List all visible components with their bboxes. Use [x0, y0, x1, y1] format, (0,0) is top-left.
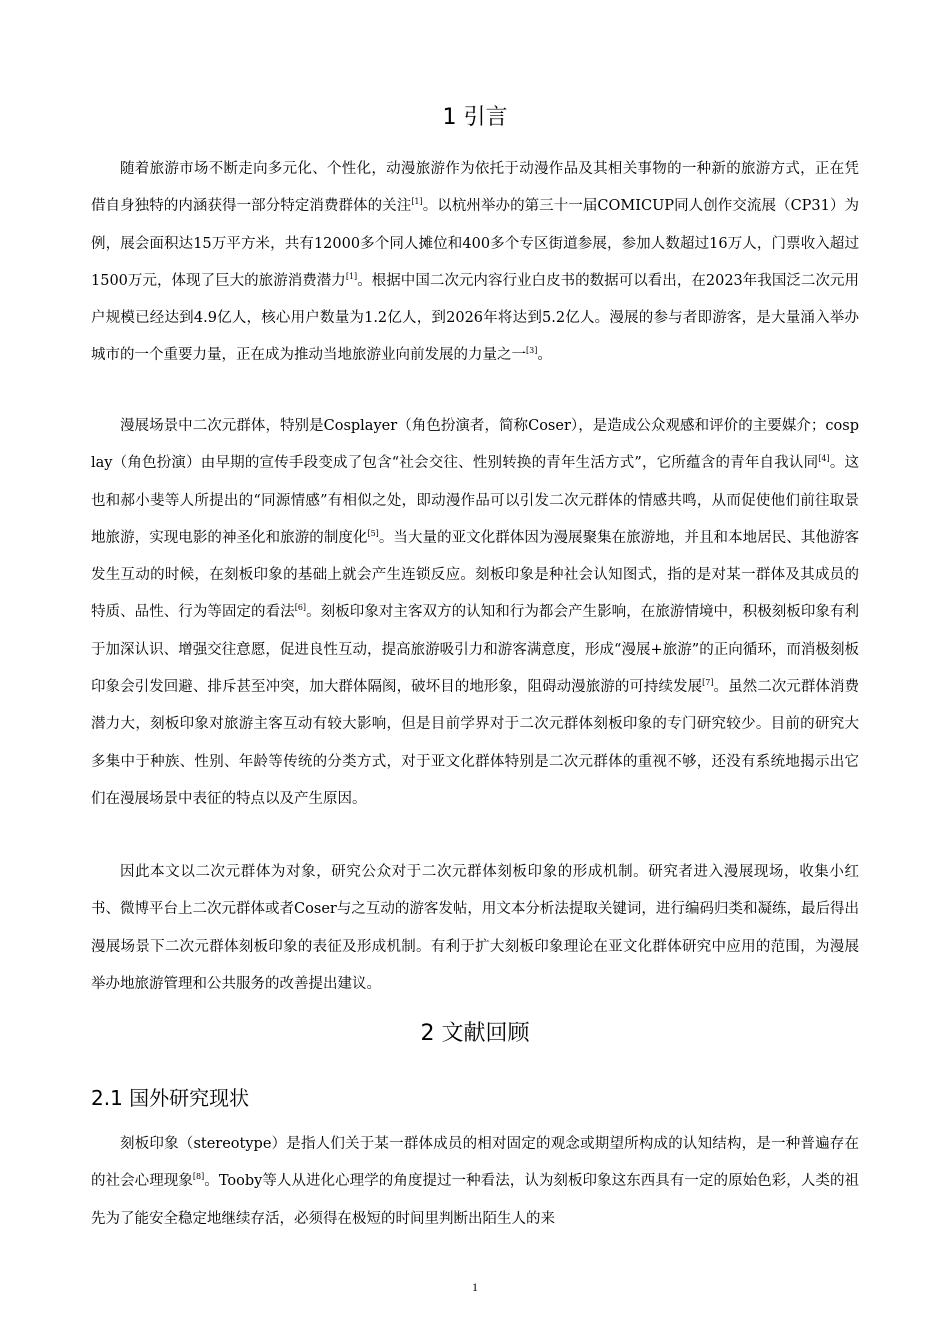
- citation-marker: [8]: [192, 1172, 205, 1182]
- section-heading-introduction: 1 引言: [442, 105, 508, 130]
- paragraph-intro-3: [91, 854, 859, 1003]
- citation-marker: [1]: [345, 271, 358, 281]
- citation-marker: [6]: [294, 603, 307, 613]
- page-number: 1: [472, 1280, 478, 1294]
- paragraph-text: 。根据中国二次元内容行业白皮书的数据可以看出，在2023年我国泛二次元用户规模已经达到4.9亿人，核心用户数量为1.2亿人，到2026年将达到5.2亿人。漫展的参与者即游客，是大量涌入举办城市的一个重要力量，正在成为推动当地旅游业向前发展的力量之一: [91, 272, 859, 364]
- paragraph-text: 随着旅游市场不断走向多元化、个性化，动漫旅游作为依托于动漫作品及其相关事物的一种新的旅游方式，正在凭借自身独特的内涵获得一部分特定消费群体的关注: [91, 161, 859, 215]
- citation-marker: [7]: [702, 678, 714, 688]
- paragraph-text: 因此本文以二次元群体为对象，研究公众对于二次元群体刻板印象的形成机制。研究者进入漫展现场，收集小红书、微博平台上二次元群体或者Coser与之互动的游客发帖，用文本分析法提取关键词，进行编码归类和凝练，最后得出漫展场景下二次元群体刻板印象的表征及形成机制。有利于扩大刻板印象理论在亚文化群体研究中应用的范围，为漫展举办地旅游管理和公共服务的改善提出建议。: [91, 864, 859, 992]
- paragraph-text: 。这也和郝小斐等人所提出的“同源情感”有相似之处，即动漫作品可以引发二次元群体的情感共鸣，从而促使他们前往取景地旅游，实现电影的神圣化和旅游的制度化: [91, 455, 860, 546]
- paragraph-text: 。Tooby等人从进化心理学的角度提过一种看法，认为刻板印象这东西具有一定的原始色彩，人类的祖先为了能安全稳定地继续存活，必须得在极短的时间里判断出陌生人的来: [91, 1173, 859, 1227]
- paragraph-intro-1: [91, 151, 859, 375]
- citation-marker: [5]: [367, 528, 379, 538]
- citation-marker: [1]: [411, 197, 423, 207]
- paragraph-text: 刻板印象（stereotype）是指人们关于某一群体成员的相对固定的观念或期望所构成的认知结构，是一种普遍存在的社会心理现象: [91, 1136, 859, 1190]
- subsection-heading-foreign-research: 2.1 国外研究现状: [91, 1086, 250, 1110]
- paragraph-intro-2: [91, 408, 859, 818]
- paragraph-text: 漫展场景中二次元群体，特别是Cosplayer（角色扮演者，简称Coser），是造成公众观感和评价的主要媒介；cosplay（角色扮演）由早期的宣传手段变成了包含“社会交往、性别转换的青年生活方式”，它所蕴含的青年自我认同: [91, 418, 859, 472]
- paragraph-text: 。刻板印象对主客双方的认知和行为都会产生影响，在旅游情境中，积极刻板印象有利于加深认识、增强交往意愿，促进良性互动，提高旅游吸引力和游客满意度，形成“漫展+旅游”的正向循环，而消极刻板印象会引发回避、排斥甚至冲突，加大群体隔阂，破坏目的地形象，阻碍动漫旅游的可持续发展: [91, 604, 860, 696]
- paragraph-text: 。以杭州举办的第三十一届COMICUP同人创作交流展（CP31）为例，展会面积达15万平方米，共有12000多个同人摊位和400多个专区街道参展，参加人数超过16万人，门票收入超过1500万元，体现了巨大的旅游消费潜力: [91, 198, 860, 289]
- section-heading-literature-review: 2 文献回顾: [420, 1021, 530, 1046]
- paragraph-literature-1: [91, 1126, 859, 1238]
- citation-marker: [4]: [818, 454, 830, 464]
- paragraph-text: 。当大量的亚文化群体因为漫展聚集在旅游地，并且和本地居民、其他游客发生互动的时候，在刻板印象的基础上就会产生连锁反应。刻板印象是种社会认知图式，指的是对某一群体及其成员的特质、品性、行为等固定的看法: [91, 529, 859, 621]
- citation-marker: [3]: [526, 346, 538, 356]
- paragraph-text: 。: [537, 347, 552, 364]
- paragraph-text: 。虽然二次元群体消费潜力大，刻板印象对旅游主客互动有较大影响，但是目前学界对于二次元群体刻板印象的专门研究较少。目前的研究大多集中于种族、性别、年龄等传统的分类方式，对于亚文化群体特别是二次元群体的重视不够，还没有系统地揭示出它们在漫展场景中表征的特点以及产生原因。: [91, 679, 860, 807]
